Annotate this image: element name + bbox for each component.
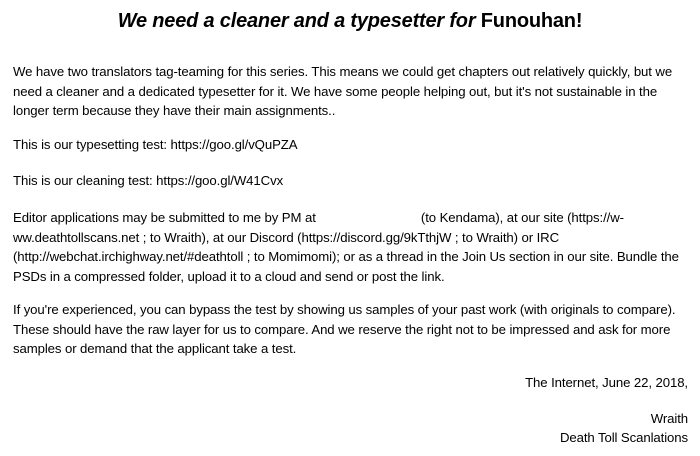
title-prefix: We need a cleaner and a typesetter for (117, 10, 476, 32)
cleaning-test-line: This is our cleaning test: https://goo.gl/W41Cvx (13, 173, 284, 188)
applications-lead: Editor applications may be submitted to me by PM at (13, 210, 316, 225)
redacted-gap (319, 212, 417, 222)
signature-group: Death Toll Scanlations (559, 430, 688, 445)
signature-name: Wraith (650, 411, 688, 426)
signature-date: The Internet, June 22, 2018, (525, 375, 688, 390)
applications-rest: (to Kendama), at our site (https://www.deathtollscans.net ; to Wraith), at our Discord (https://discord.gg/9kTthjW ; to Wraith) or IRC (http://webchat.irchighway.net/#deathtoll ; to Momimomi); or as a thread in the Join Us section in our site. Bundle the PSDs in a compressed folder, upload it to a cloud and send or post the link. (13, 210, 679, 284)
title-series-name: Funouhan! (480, 10, 583, 32)
experienced-paragraph: If you're experienced, you can bypass the test by showing us samples of your past work (with originals to compare). These should have the raw layer for us to compare. And we reserve the right not to be impressed and ask for more samples or demand that the applicant take a test. (13, 302, 676, 356)
applications-paragraph (13, 208, 691, 286)
intro-paragraph: We have two translators tag-teaming for this series. This means we could get chapters out relatively quickly, but we need a cleaner and a dedicated typesetter for it. We have some people helping out, but it's not sustainable in the longer term because they have their main assignments.. (13, 64, 673, 118)
typesetting-test-line: This is our typesetting test: https://goo.gl/vQuPZA (13, 137, 298, 152)
page-title (0, 8, 700, 34)
